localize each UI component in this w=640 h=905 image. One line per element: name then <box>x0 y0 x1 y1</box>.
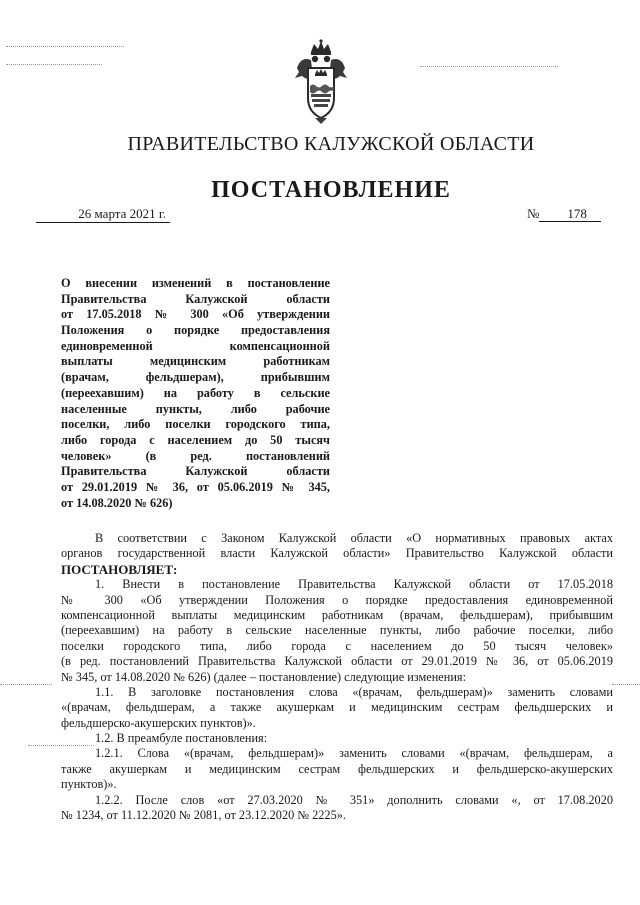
subject-line: населенные пункты, либо рабочие <box>61 401 330 416</box>
subject-line: (переехавшим) на работу в сельские <box>61 385 330 400</box>
subject-line: Правительства Калужской области <box>61 464 330 479</box>
body-line: (в ред. постановлений Правительства Калужской области от 29.01.2019 № 36, от 05.06.2019 <box>61 654 613 669</box>
scan-mark <box>6 64 102 65</box>
coat-of-arms-emblem <box>293 38 349 126</box>
document-type-title: ПОСТАНОВЛЕНИЕ <box>211 177 451 203</box>
body-line: 1.2.1. Слова «(врачам, фельдшерам)» заменить словами «(врачам, фельдшерам, а <box>95 746 613 761</box>
scan-mark <box>6 46 124 47</box>
body-line: № 345, от 14.08.2020 № 626) (далее – постановление) следующие изменения: <box>61 669 467 684</box>
subject-line: единовременной компенсационной <box>61 338 330 353</box>
number-value: 178 <box>539 206 601 222</box>
government-title: ПРАВИТЕЛЬСТВО КАЛУЖСКОЙ ОБЛАСТИ <box>127 133 535 155</box>
body-line: 1.2. В преамбуле постановления: <box>95 731 268 746</box>
scan-mark <box>420 66 558 67</box>
document-body <box>61 531 613 823</box>
subject-line: О внесении изменений в постановление <box>61 276 330 290</box>
body-line: пунктов)». <box>61 777 117 792</box>
body-line: поселки городского типа, либо города с населением до 50 тысяч человек» <box>61 638 613 653</box>
body-line: (переехавшим) на работу в сельские населенные пункты, либо рабочие поселки, либо <box>61 623 613 638</box>
body-line: 1.2.2. После слов «от 27.03.2020 № 351» дополнить словами «, от 17.08.2020 <box>95 792 613 807</box>
body-line: «(врачам, фельдшерам, а также акушеркам и медицинским сестрам фельдшерских и <box>61 700 613 715</box>
subject-line: Положения о порядке предоставления <box>61 323 330 338</box>
subject-line: поселки, либо поселки городского типа, <box>61 417 330 432</box>
subject-line: (врачам, фельдшерам), прибывшим <box>61 370 330 385</box>
subject-line: человек» (в ред. постановлений <box>61 448 330 463</box>
body-line: № 300 «Об утверждении Положения о порядке предоставления единовременной <box>61 592 613 607</box>
subject-line: либо города с населением до 50 тысяч <box>61 432 330 447</box>
body-line: В соответствии с Законом Калужской области «О нормативных правовых актах <box>95 531 613 545</box>
document-subject <box>61 276 330 511</box>
body-line: № 1234, от 11.12.2020 № 2081, от 23.12.2020 № 2225». <box>61 808 346 823</box>
scan-mark <box>612 684 640 685</box>
body-line: 1. Внести в постановление Правительства Калужской области от 17.05.2018 <box>95 577 613 592</box>
body-line: фельдшерско-акушерских пунктов)». <box>61 715 256 730</box>
number-sign: № <box>527 206 540 221</box>
subject-line: от 29.01.2019 № 36, от 05.06.2019 № 345, <box>61 479 330 494</box>
document-number <box>527 206 601 222</box>
body-line: компенсационной выплаты медицинским работникам (врачам, фельдшерам), прибывшим <box>61 607 613 622</box>
scan-mark <box>0 684 52 685</box>
body-line: 1.1. В заголовке постановления слова «(врачам, фельдшерам)» заменить словами <box>95 684 613 699</box>
subject-line: от 17.05.2018 № 300 «Об утверждении <box>61 307 330 322</box>
subject-line: Правительства Калужской области <box>61 291 330 306</box>
body-line: органов государственной власти Калужской области» Правительство Калужской области <box>61 546 613 561</box>
resolution-word: ПОСТАНОВЛЯЕТ: <box>61 561 178 577</box>
body-line: также акушеркам и медицинским сестрам фельдшерских и фельдшерско-акушерских <box>61 761 613 776</box>
document-date: 26 марта 2021 г. <box>36 206 170 223</box>
subject-line: выплаты медицинским работникам <box>61 354 330 369</box>
subject-line: от 14.08.2020 № 626) <box>61 495 173 510</box>
